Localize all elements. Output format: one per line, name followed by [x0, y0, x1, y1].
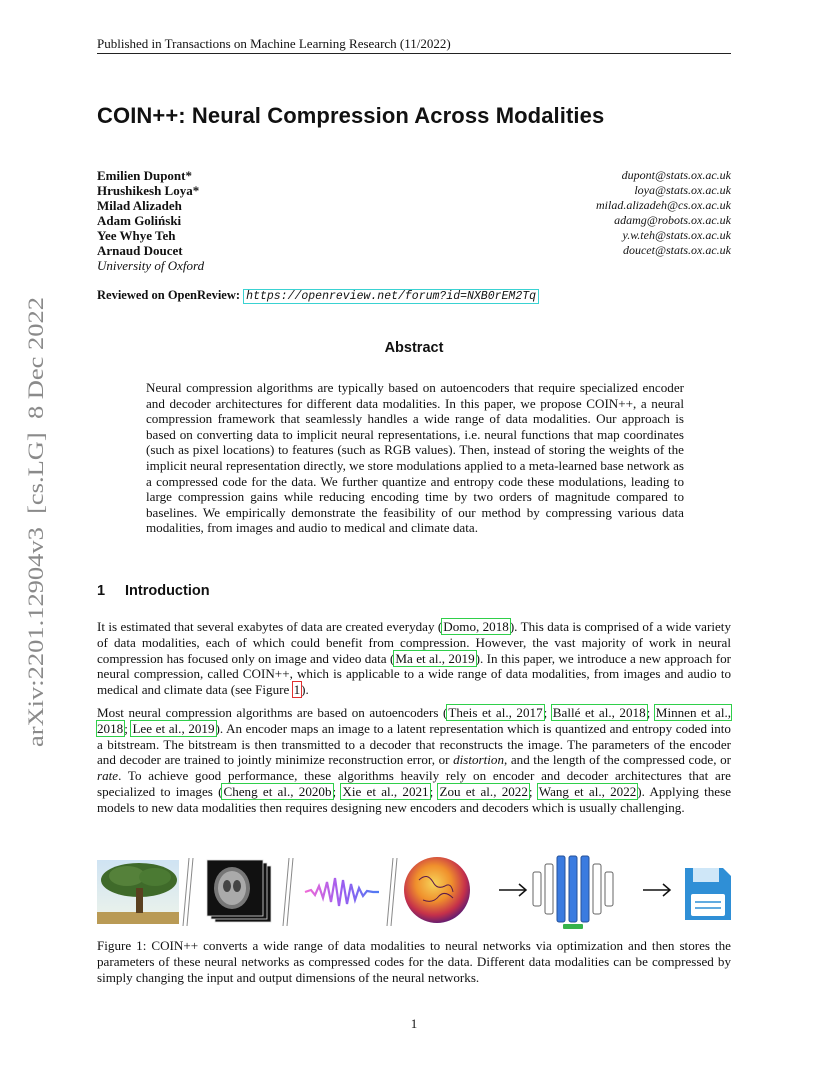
header-rule	[97, 53, 731, 54]
text: ;	[332, 783, 342, 799]
author-row	[97, 243, 731, 258]
climate-globe	[404, 857, 470, 923]
citation-link[interactable]: Cheng et al., 2020b	[223, 783, 332, 799]
author-name: Adam Goliński	[97, 213, 182, 228]
citation-link[interactable]: Zou et al., 2022	[439, 783, 528, 799]
citation-link[interactable]: Domo, 2018	[443, 619, 509, 634]
abstract-text: Neural compression algorithms are typically based on autoencoders that require specialized encoder and decoder architectures for different data modalities. In this paper, we propose COIN++, a neural compression framework that seamlessly handles a wide range of data modalities. Our approach is based on converting data to implicit neural representations, i.e. neural functions that map coordinates (such as pixel locations) to features (such as RGB values). Then, instead of storing the weights of the implicit neural representation directly, we store modulations applied to a meta-learned base network as a compressed code for the data. We further quantize and entropy code these modulations, leading to large compression gains while reducing encoding time by two orders of magnitude compared to baselines. We empirically demonstrate the feasibility of our method by compressing various data modalities, from images and audio to medical and climate data.	[146, 380, 684, 536]
author-email[interactable]: y.w.teh@stats.ox.ac.uk	[622, 228, 731, 242]
author-email[interactable]: adamg@robots.ox.ac.uk	[614, 213, 731, 227]
journal-header: Published in Transactions on Machine Learning Research (11/2022)	[97, 36, 451, 51]
author-email[interactable]: doucet@stats.ox.ac.uk	[622, 243, 731, 257]
floppy-disk-icon	[685, 868, 731, 920]
citation-link[interactable]: Theis et al., 2017	[448, 705, 543, 720]
citation-link[interactable]: Lee et al., 2019	[132, 720, 215, 736]
text: ). Applying these models to new data modalities then requires designing new encoders and decoders which is usually challenging.	[97, 783, 732, 815]
author-name: Yee Whye Teh	[97, 228, 176, 243]
author-row	[97, 183, 731, 198]
text: It is estimated that several exabytes of data are created everyday (	[97, 619, 443, 634]
citation-link[interactable]: Ma et al., 2019	[395, 650, 475, 666]
paper-title: COIN++: Neural Compression Across Modalities	[97, 103, 605, 128]
author-email[interactable]: milad.alizadeh@cs.ox.ac.uk	[595, 198, 731, 212]
author-list	[97, 168, 731, 273]
author-row	[97, 228, 731, 243]
author-name: Milad Alizadeh	[97, 198, 182, 213]
author-name: Emilien Dupont*	[97, 168, 192, 183]
abstract-heading: Abstract	[384, 340, 444, 356]
arxiv-stamp	[20, 297, 50, 747]
arrow-right	[499, 884, 526, 896]
text: ;	[429, 783, 439, 799]
text: ). In this paper, we introduce a new approach for neural compression, called COIN++, which is applicable to a wide range of data modalities, from images and audio to medical and climate data (see Figure	[97, 650, 731, 698]
section-title: Introduction	[125, 583, 210, 599]
audio-waveform	[305, 878, 379, 906]
figure-ref-link[interactable]: 1	[293, 682, 301, 698]
emphasis: distortion	[453, 752, 505, 768]
section-number: 1	[97, 583, 106, 599]
emphasis: rate	[97, 768, 119, 784]
text: ). An encoder maps an image to a latent representation which is quantized and entropy coded into a bitstream. The bitstream is then transmitted to a decoder that reconstructs the image. The parameters of the encoder and decoder are trained to jointly minimize reconstruction error, or	[97, 720, 731, 768]
text: ;	[528, 783, 538, 799]
neural-network	[533, 856, 613, 929]
intro-paragraph-2	[97, 705, 731, 816]
author-email[interactable]: loya@stats.ox.ac.uk	[634, 183, 731, 197]
section-heading	[97, 583, 210, 599]
tree-photo	[97, 860, 179, 924]
figure-caption: Figure 1: COIN++ converts a wide range of data modalities to neural networks via optimization and then stores the parameters of these neural networks as compressed codes for the data. Different data modalities can be compressed by simply changing the input and output dimensions of the neural networks.	[97, 938, 731, 985]
mri-scan-stack	[207, 860, 271, 922]
citation-link[interactable]: Ballé et al., 2018	[552, 705, 646, 720]
text: ).	[301, 682, 309, 698]
author-name: Arnaud Doucet	[97, 243, 183, 258]
text: . To achieve good performance, these algorithms heavily rely on encoder and decoder architectures that are specialized to images (	[97, 768, 731, 799]
text: ;	[646, 705, 655, 720]
author-row	[97, 213, 731, 228]
text: ). This data is comprised of a wide variety of data modalities, each of which could benefit from compression. However, the vast majority of work in neural compression has focused only on image and video data (	[97, 619, 731, 666]
openreview-link[interactable]: https://openreview.net/forum?id=NXB0rEM2Tq	[243, 289, 539, 304]
author-email[interactable]: dupont@stats.ox.ac.uk	[621, 168, 731, 182]
text: Most neural compression algorithms are based on autoencoders (	[97, 705, 448, 720]
text: , and the length of the compressed code, or	[504, 752, 731, 768]
arxiv-id: arXiv:2201.12904v3 [cs.LG] 8 Dec 2022	[23, 373, 48, 747]
citation-link[interactable]: Minnen et al., 2018	[97, 705, 732, 736]
figure-1	[97, 850, 731, 930]
openreview-label: Reviewed on OpenReview:	[97, 288, 241, 302]
author-row	[97, 168, 731, 183]
arrow-right	[643, 884, 670, 896]
intro-paragraph-1	[97, 619, 731, 698]
text: ;	[543, 705, 552, 720]
text: ;	[124, 720, 132, 736]
author-row	[97, 198, 731, 213]
citation-link[interactable]: Wang et al., 2022	[538, 783, 637, 799]
citation-link[interactable]: Xie et al., 2021	[342, 783, 429, 799]
author-name: Hrushikesh Loya*	[97, 183, 200, 198]
openreview-line	[97, 288, 539, 303]
affiliation: University of Oxford	[97, 258, 205, 273]
page-number: 1	[410, 1016, 418, 1031]
